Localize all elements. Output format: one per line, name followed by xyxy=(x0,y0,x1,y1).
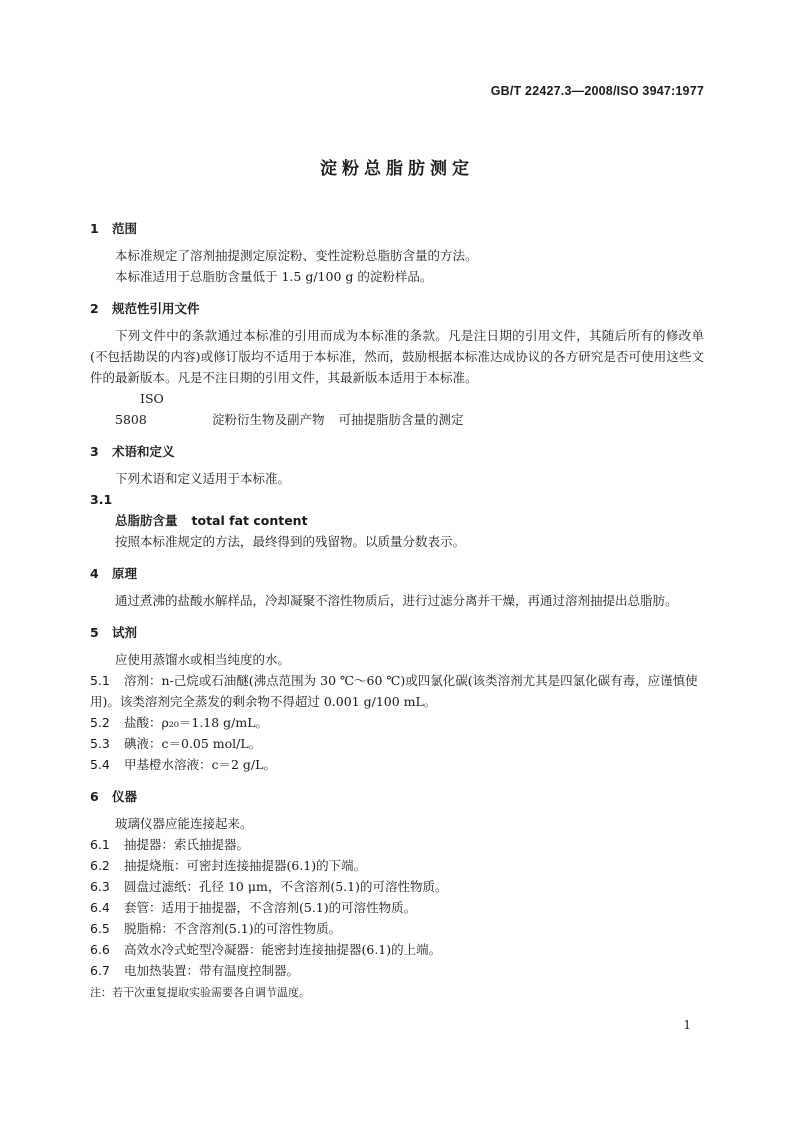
item-text: 溶剂：n-己烷或石油醚(沸点范围为 30 ℃～60 ℃)或四氯化碳(该类溶剂尤其是四氯化碳有毒，应谨慎使用)。该类溶剂完全蒸发的剩余物不得超过 0.001 g/100 mL。 xyxy=(90,673,698,709)
standard-code: GB/T 22427.3—2008/ISO 3947:1977 xyxy=(490,84,704,98)
section-title: 仪器 xyxy=(112,789,138,804)
reference-title-part1: 淀粉衍生物及副产物 xyxy=(212,412,325,427)
list-item xyxy=(90,918,704,939)
reference-entry xyxy=(90,388,704,430)
list-item xyxy=(90,939,704,960)
item-text: 抽提烧瓶：可密封连接抽提器(6.1)的下端。 xyxy=(124,858,367,873)
list-item xyxy=(90,876,704,897)
document-title: 淀粉总脂肪测定 xyxy=(320,159,474,179)
reference-code: ISO 5808 xyxy=(115,391,164,427)
section-number: 2 xyxy=(90,301,99,316)
paragraph: 下列术语和定义适用于本标准。 xyxy=(115,471,291,486)
item-number: 5.3 xyxy=(90,736,110,751)
item-text: 高效水冷式蛇型冷凝器：能密封连接抽提器(6.1)的上端。 xyxy=(124,942,442,957)
section-title: 试剂 xyxy=(112,625,138,640)
term-number: 3.1 xyxy=(90,492,113,507)
list-item xyxy=(90,733,704,754)
term-name xyxy=(90,510,704,531)
paragraph: 通过煮沸的盐酸水解样品，冷却凝聚不溶性物质后，进行过滤分离并干燥，再通过溶剂抽提出总脂肪。 xyxy=(115,593,678,608)
item-text: 甲基橙水溶液：c＝2 g/L。 xyxy=(124,757,276,772)
item-number: 6.4 xyxy=(90,900,110,915)
reference-title-part2: 可抽提脂肪含量的测定 xyxy=(338,412,464,427)
item-number: 5.1 xyxy=(90,673,110,688)
item-text: 圆盘过滤纸：孔径 10 μm，不含溶剂(5.1)的可溶性物质。 xyxy=(124,879,448,894)
list-item xyxy=(90,897,704,918)
list-item xyxy=(90,855,704,876)
section-title: 术语和定义 xyxy=(112,444,175,459)
section-number: 6 xyxy=(90,789,99,804)
section-heading-normative-references xyxy=(90,298,704,319)
note: 注：若干次重复提取实验需要各自调节温度。 xyxy=(90,986,310,999)
section-number: 1 xyxy=(90,221,99,236)
list-item xyxy=(90,670,704,712)
list-item xyxy=(90,712,704,733)
section-title: 原理 xyxy=(112,566,138,581)
section-number: 4 xyxy=(90,566,99,581)
item-number: 6.7 xyxy=(90,963,110,978)
section-heading-principle xyxy=(90,563,704,584)
term-name-en: total fat content xyxy=(191,513,308,528)
paragraph: 应使用蒸馏水或相当纯度的水。 xyxy=(115,652,291,667)
item-text: 盐酸：ρ₂₀＝1.18 g/mL。 xyxy=(124,715,269,730)
item-number: 6.6 xyxy=(90,942,110,957)
paragraph: 玻璃仪器应能连接起来。 xyxy=(115,816,253,831)
item-number: 6.2 xyxy=(90,858,110,873)
item-number: 6.3 xyxy=(90,879,110,894)
page-number: 1 xyxy=(683,1018,691,1032)
section-title: 范围 xyxy=(112,221,138,236)
section-number: 5 xyxy=(90,625,99,640)
section-heading-apparatus xyxy=(90,786,704,807)
term-name-cn: 总脂肪含量 xyxy=(115,513,178,528)
list-item xyxy=(90,834,704,855)
section-title: 规范性引用文件 xyxy=(112,301,200,316)
item-text: 电加热装置：带有温度控制器。 xyxy=(124,963,300,978)
section-heading-reagents xyxy=(90,622,704,643)
section-heading-scope xyxy=(90,218,704,239)
section-number: 3 xyxy=(90,444,99,459)
document-body xyxy=(90,218,704,1003)
paragraph: 本标准适用于总脂肪含量低于 1.5 g/100 g 的淀粉样品。 xyxy=(115,269,433,284)
list-item xyxy=(90,754,704,775)
item-text: 碘液：c＝0.05 mol/L。 xyxy=(124,736,262,751)
item-number: 5.4 xyxy=(90,757,110,772)
paragraph: 下列文件中的条款通过本标准的引用而成为本标准的条款。凡是注日期的引用文件，其随后所有的修改单(不包括勘误的内容)或修订版均不适用于本标准，然而，鼓励根据本标准达成协议的各方研究是否可使用这些文件的最新版本。凡是不注日期的引用文件，其最新版本适用于本标准。 xyxy=(90,328,704,385)
item-text: 套管：适用于抽提器，不含溶剂(5.1)的可溶性物质。 xyxy=(124,900,417,915)
item-text: 抽提器：索氏抽提器。 xyxy=(124,837,250,852)
paragraph: 本标准规定了溶剂抽提测定原淀粉、变性淀粉总脂肪含量的方法。 xyxy=(115,248,478,263)
item-number: 6.5 xyxy=(90,921,110,936)
section-heading-terms xyxy=(90,441,704,462)
item-number: 6.1 xyxy=(90,837,110,852)
item-number: 5.2 xyxy=(90,715,110,730)
term-definition: 按照本标准规定的方法，最终得到的残留物。以质量分数表示。 xyxy=(115,534,466,549)
item-text: 脱脂棉：不含溶剂(5.1)的可溶性物质。 xyxy=(124,921,342,936)
list-item xyxy=(90,960,704,981)
